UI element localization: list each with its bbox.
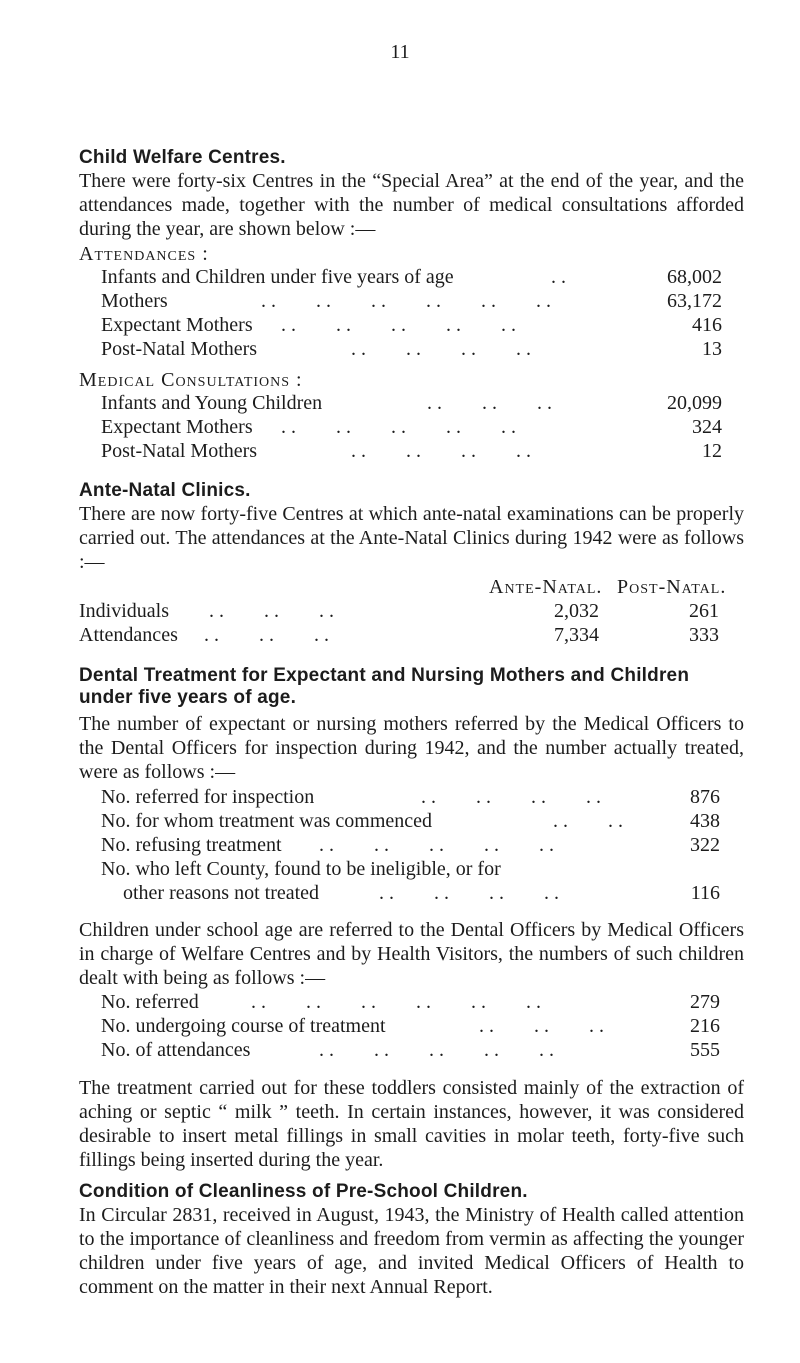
dental-intro: The number of expectant or nursing mothers referred by the Medical Officers to the Dental Officers for inspection during 1942, and the number actually treated, were as follows :— (79, 713, 744, 783)
consultation-row (101, 439, 722, 463)
attendance-row (101, 289, 722, 313)
leader-dots: . . . . . . . . . . (281, 314, 516, 336)
dental-children-row (101, 1038, 720, 1062)
dental-row-value: 876 (690, 786, 720, 808)
attendance-value: 416 (692, 314, 722, 336)
dental-row-label: No. referred for inspection (101, 786, 315, 808)
attendance-label: Post-Natal Mothers (101, 338, 258, 360)
dental-children-row (101, 990, 720, 1014)
leader-dots: . . . . . . . . . . . . (251, 991, 541, 1013)
dental-row-label: No. of attendances (101, 1039, 251, 1061)
dental-mothers-row (101, 809, 720, 833)
dental-mothers-row (101, 833, 720, 857)
leader-dots: . . . . . . . . (351, 338, 531, 360)
leader-dots: . . . . . . . . (379, 882, 559, 904)
dental-row-value: 116 (690, 882, 720, 904)
dental-row-label: No. who left County, found to be ineligible, or for (101, 858, 501, 880)
leader-dots: . . . . . . . . . . (319, 834, 554, 856)
section-heading-dental: Dental Treatment for Expectant and Nursing Mothers and Children (79, 665, 690, 686)
attendance-row (101, 337, 722, 361)
col-header-post-natal: Post-Natal. (617, 576, 727, 598)
attendance-value: 13 (702, 338, 722, 360)
consultation-label: Expectant Mothers (101, 416, 253, 438)
attendance-label: Expectant Mothers (101, 314, 253, 336)
dental-row-label: No. refusing treatment (101, 834, 282, 856)
leader-dots: . . . . . . . . . . (319, 1039, 554, 1061)
dental-left-county-row (101, 857, 720, 881)
dental-mothers-row (101, 785, 720, 809)
ante-natal-value: 7,334 (554, 624, 599, 646)
attendance-label: Infants and Children under five years of age (101, 266, 454, 288)
section-heading-ante-natal: Ante-Natal Clinics. (79, 480, 251, 501)
clinic-row (79, 623, 719, 647)
child-welfare-intro: There were forty-six Centres in the “Special Area” at the end of the year, and the attendances made, together with the number of medical consultations afforded during the year, are shown below :— (79, 170, 744, 240)
clinic-row (79, 599, 719, 623)
dental-row-value: 322 (690, 834, 720, 856)
consultation-value: 324 (692, 416, 722, 438)
dental-row-label-cont: other reasons not treated (123, 882, 320, 904)
consultation-value: 20,099 (667, 392, 722, 414)
dental-left-county-row-cont (101, 881, 720, 905)
attendance-row (101, 313, 722, 337)
clinic-row-label: Individuals (79, 600, 169, 622)
section-heading-cleanliness: Condition of Cleanliness of Pre-School Children. (79, 1181, 528, 1202)
section-heading-child-welfare: Child Welfare Centres. (79, 147, 286, 168)
toddlers-paragraph: The treatment carried out for these toddlers consisted mainly of the extraction of aching or septic “ milk ” teeth. In certain instances, however, it was considered desirable to insert metal fillings in small cavities in molar teeth, forty-five such fillings being inserted during the year. (79, 1077, 744, 1171)
consultation-label: Post-Natal Mothers (101, 440, 258, 462)
dental-children-row (101, 1014, 720, 1038)
consultation-label: Infants and Young Children (101, 392, 323, 414)
consultations-heading: Medical Consultations : (79, 369, 303, 391)
leader-dots: . . . . . . . . (351, 440, 531, 462)
consultation-row (101, 415, 722, 439)
post-natal-value: 261 (689, 600, 719, 622)
leader-dots: . . . . . . . . . . . . (261, 290, 551, 312)
dental-children-intro: Children under school age are referred to the Dental Officers by Medical Officers in charge of Welfare Centres and by Health Visitors, the numbers of such children dealt with being as follows :— (79, 919, 744, 989)
dental-row-value: 438 (690, 810, 720, 832)
consultation-value: 12 (702, 440, 722, 462)
dental-row-label: No. undergoing course of treatment (101, 1015, 386, 1037)
dental-row-label: No. referred (101, 991, 199, 1013)
dental-row-value: 555 (690, 1039, 720, 1061)
dental-row-value: 279 (690, 991, 720, 1013)
leader-dots: . . . . . . . . (421, 786, 601, 808)
leader-dots: . . . . . . (427, 392, 552, 414)
ante-natal-value: 2,032 (554, 600, 599, 622)
section-heading-dental-cont: under five years of age. (79, 687, 297, 708)
page-number: 11 (390, 41, 410, 63)
post-natal-value: 333 (689, 624, 719, 646)
attendance-value: 63,172 (667, 290, 722, 312)
ante-natal-intro: There are now forty-five Centres at which ante-natal examinations can be properly carried out. The attendances at the Ante-Natal Clinics during 1942 were as follows :— (79, 503, 744, 573)
consultation-row (101, 391, 722, 415)
attendance-row (101, 265, 722, 289)
clinic-row-label: Attendances (79, 624, 178, 646)
dental-row-label: No. for whom treatment was commenced (101, 810, 433, 832)
leader-dots: . . . . . . (209, 600, 334, 622)
attendance-value: 68,002 (667, 266, 722, 288)
leader-dots: . . (551, 266, 566, 288)
attendance-label: Mothers (101, 290, 168, 312)
col-header-ante-natal: Ante-Natal. (489, 576, 603, 598)
cleanliness-paragraph: In Circular 2831, received in August, 1943, the Ministry of Health called attention to the importance of cleanliness and freedom from vermin as affecting the younger children under five years of age, and invited Medical Officers of Health to comment on the matter in their next Annual Report. (79, 1204, 744, 1298)
leader-dots: . . . . (553, 810, 623, 832)
dental-row-value: 216 (690, 1015, 720, 1037)
leader-dots: . . . . . . . . . . (281, 416, 516, 438)
leader-dots: . . . . . . (204, 624, 329, 646)
attendances-heading: Attendances : (79, 243, 209, 265)
leader-dots: . . . . . . (479, 1015, 604, 1037)
